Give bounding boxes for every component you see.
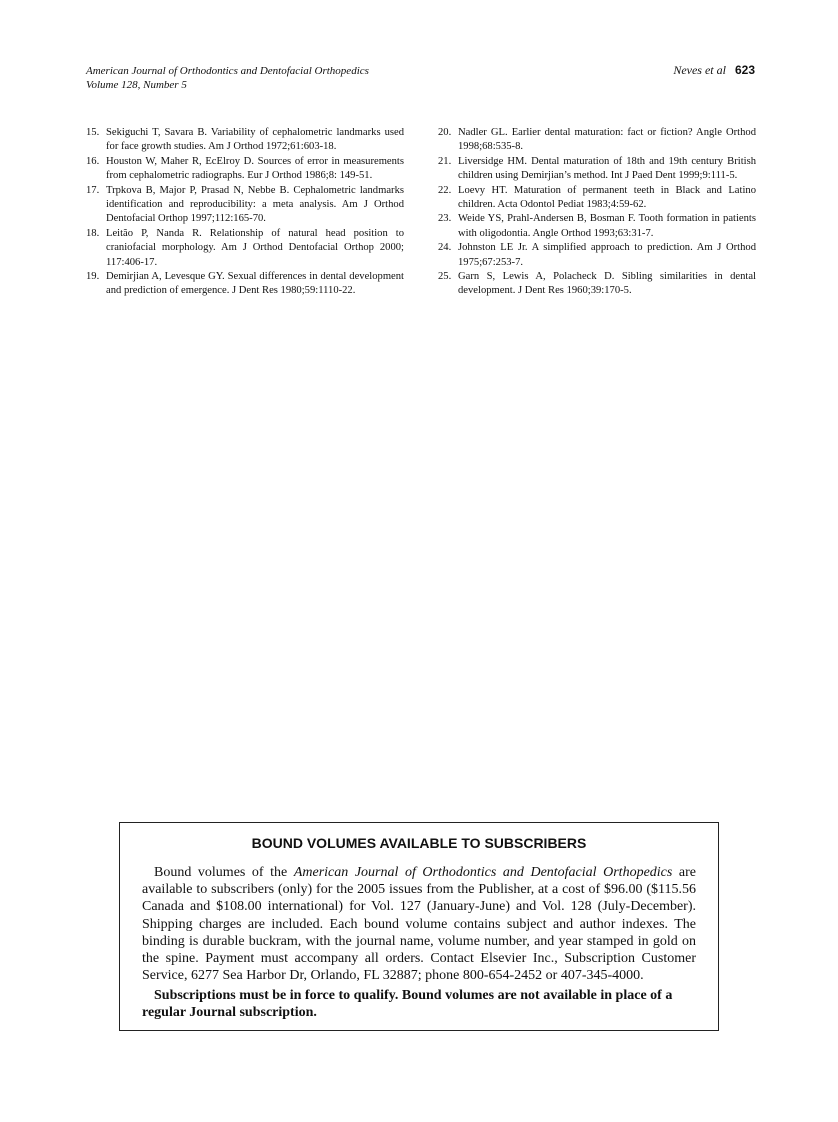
references-left-column (86, 126, 404, 299)
reference-number: 19. (86, 271, 100, 283)
reference-text: Trpkova B, Major P, Prasad N, Nebbe B. Cephalometric landmarks identification and reproducibility: a meta analysis. Am J Orthod Dentofacial Orthop 1997;112:165-70. (106, 184, 404, 225)
notice-paragraph (142, 864, 696, 984)
reference-number: 25. (438, 271, 452, 283)
reference-text: Sekiguchi T, Savara B. Variability of cephalometric landmarks used for face growth studies. Am J Orthod 1972;61:603-18. (106, 127, 404, 153)
notice-text: Bound volumes of the (154, 865, 294, 880)
reference-text: Weide YS, Prahl-Andersen B, Bosman F. Tooth formation in patients with oligodontia. Angle Orthod 1993;63:31-7. (458, 213, 756, 239)
notice-text: are available to subscribers (only) for the 2005 issues from the Publisher, at a cost of $96.00 ($115.56 Canada and $108.00 international) for Vol. 127 (January-June) and Vol. 128 (July-December). Shipping charges are included. Each bound volume contains subject and author indexes. The binding is durable buckram, with the journal name, volume number, and year stamped in gold on the spine. Payment must accompany all orders. Contact Elsevier Inc., Subscription Customer Service, 6277 Sea Harbor Dr, Orlando, FL 32887; phone 800-654-2452 or 407-345-4000. (142, 865, 697, 984)
authors: Neves et al (673, 63, 726, 77)
reference-number: 24. (438, 242, 452, 254)
reference-number: 15. (86, 127, 100, 138)
reference-item (438, 212, 756, 241)
reference-text: Loevy HT. Maturation of permanent teeth in Black and Latino children. Acta Odontol Pediat 1983;4:59-62. (458, 184, 756, 211)
reference-number: 18. (86, 227, 100, 239)
reference-number: 21. (438, 155, 452, 167)
reference-text: Houston W, Maher R, EcElroy D. Sources of error in measurements from cephalometric radiographs. Eur J Orthod 1986;8: 149-51. (106, 155, 404, 182)
reference-item (438, 270, 756, 299)
volume-issue: Volume 128, Number 5 (86, 79, 187, 91)
notice-bold-statement: Subscriptions must be in force to qualify. Bound volumes are not available in place of a regular Journal subscription. (142, 988, 673, 1021)
notice-journal-name: American Journal of Orthodontics and Dentofacial Orthopedics (293, 865, 673, 880)
journal-title: American Journal of Orthodontics and Dentofacial Orthopedics (86, 65, 369, 77)
reference-text: Johnston LE Jr. A simplified approach to prediction. Am J Orthod 1975;67:253-7. (458, 242, 756, 268)
reference-text: Nadler GL. Earlier dental maturation: fact or fiction? Angle Orthod 1998;68:535-8. (458, 127, 756, 153)
references-right-column (438, 126, 756, 299)
page-number: 623 (734, 63, 755, 77)
reference-item (438, 155, 756, 184)
reference-number: 23. (438, 213, 452, 225)
reference-item (86, 155, 404, 184)
reference-item (438, 241, 756, 270)
reference-text: Garn S, Lewis A, Polacheck D. Sibling similarities in dental development. J Dent Res 1960;39:170-5. (458, 271, 756, 297)
reference-item (86, 184, 404, 227)
reference-text: Demirjian A, Levesque GY. Sexual differences in dental development and prediction of emergence. J Dent Res 1980;59:1110-22. (106, 271, 404, 297)
reference-item (86, 227, 404, 270)
reference-item (86, 270, 404, 299)
reference-number: 17. (86, 184, 100, 196)
reference-text: Liversidge HM. Dental maturation of 18th and 19th century British children using Demirjian’s method. Int J Paed Dent 1999;9:111-5. (458, 155, 756, 182)
running-header (86, 64, 369, 92)
reference-item (438, 184, 756, 213)
bound-volumes-notice (119, 822, 719, 1031)
reference-number: 20. (438, 127, 452, 138)
notice-title: BOUND VOLUMES AVAILABLE TO SUBSCRIBERS (251, 835, 587, 851)
reference-item (86, 126, 404, 155)
reference-number: 22. (438, 184, 452, 196)
page-header-right (673, 63, 755, 78)
reference-text: Leitão P, Nanda R. Relationship of natural head position to craniofacial morphology. Am J Orthod Dentofacial Orthop 2000; 117:406-17. (106, 227, 404, 268)
reference-number: 16. (86, 155, 100, 167)
reference-item (438, 126, 756, 155)
